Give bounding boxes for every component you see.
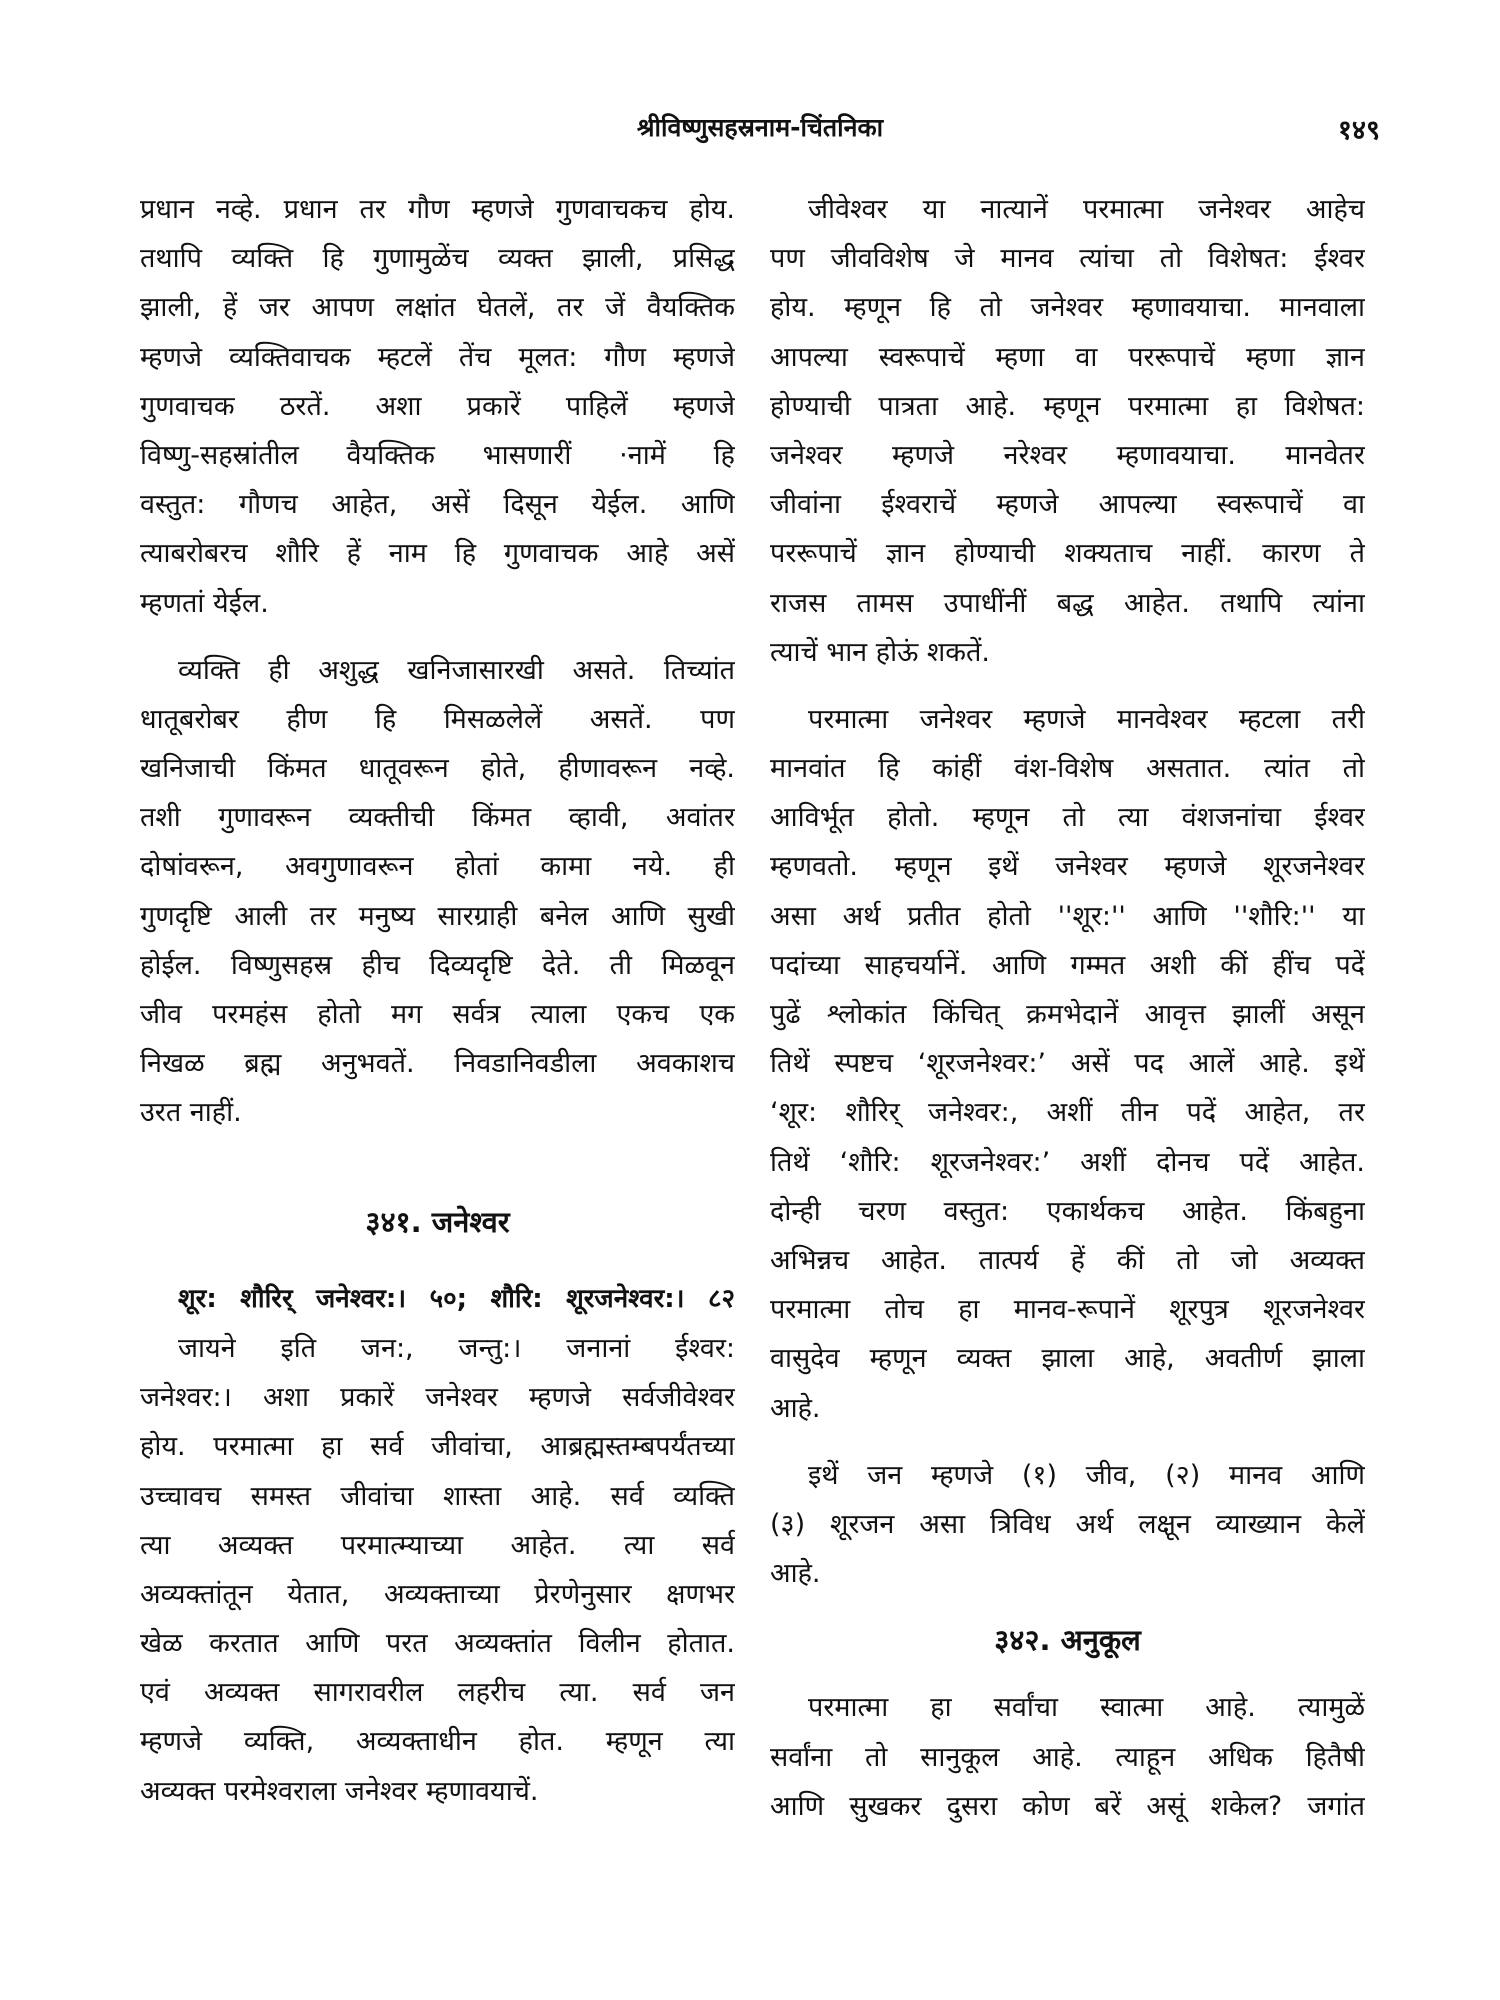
text-line: पररूपाचें ज्ञान होण्याची शक्यताच नाहीं. कारण ते: [770, 538, 1365, 570]
text-line: विष्णु-सहस्रांतील वैयक्तिक भासणारीं ·नामें हि: [140, 439, 735, 471]
paragraph: [140, 1324, 735, 1816]
section-heading-342: ३४२. अनुकूल: [994, 1623, 1141, 1658]
text-line: (३) शूरजन असा त्रिविध अर्थ लक्षून व्याख्यान केलें: [770, 1508, 1365, 1540]
left-column: [140, 185, 735, 1816]
paragraph: [770, 695, 1365, 1433]
text-line: राजस तामस उपाधींनीं बद्ध आहेत. तथापि त्यांना: [770, 587, 1365, 619]
text-line: म्हणजे व्यक्ति, अव्यक्ताधीन होत. म्हणून त्या: [140, 1726, 735, 1758]
text-line: जायने इति जन:, जन्तु:। जनानां ईश्वर:: [178, 1332, 735, 1364]
text-line: इथें जन म्हणजे (१) जीव, (२) मानव आणि: [808, 1459, 1365, 1491]
text-line: एवं अव्यक्त सागरावरील लहरीच त्या. सर्व जन: [140, 1677, 735, 1709]
text-line: म्हणवतो. म्हणून इथें जनेश्वर म्हणजे शूरजनेश्वर: [770, 851, 1365, 883]
text-line: तिथें ‘शौरि: शूरजनेश्वर:’ अशीं दोनच पदें आहेत.: [770, 1146, 1365, 1178]
text-line: आणि सुखकर दुसरा कोण बरें असूं शकेल? जगांत: [770, 1790, 1365, 1822]
text-line: अभिन्नच आहेत. तात्पर्य हें कीं तो जो अव्यक्त: [770, 1244, 1365, 1276]
text-line: व्यक्ति ही अशुद्ध खनिजासारखी असते. तिच्यांत: [178, 654, 735, 686]
text-line: परमात्मा हा सर्वांचा स्वात्मा आहे. त्यामुळें: [808, 1692, 1365, 1724]
text-line: जीव परमहंस होतो मग सर्वत्र त्याला एकच एक: [140, 999, 735, 1030]
text-line: जनेश्वर:। अशा प्रकारें जनेश्वर म्हणजे सर्वजीवेश्वर: [140, 1382, 735, 1414]
text-line: होण्याची पात्रता आहे. म्हणून परमात्मा हा विशेषत:: [770, 390, 1365, 422]
text-line: उच्चावच समस्त जीवांचा शास्ता आहे. सर्व व्यक्ति: [140, 1480, 735, 1512]
page-header: [140, 110, 1380, 150]
text-line: आविर्भूत होतो. म्हणून तो त्या वंशजनांचा ईश्वर: [770, 802, 1365, 834]
text-line: म्हणजे व्यक्तिवाचक म्हटलें तेंच मूलत: गौण म्हणजे: [140, 341, 735, 373]
text-line: म्हणतां येईल.: [140, 587, 269, 619]
text-line: गुणदृष्टि आली तर मनुष्य सारग्राही बनेल आणि सुखी: [140, 900, 735, 932]
text-line: त्याबरोबरच शौरि हें नाम हि गुणवाचक आहे असें: [140, 538, 735, 570]
text-line: जीवांना ईश्वराचें म्हणजे आपल्या स्वरूपाचें वा: [770, 489, 1365, 521]
paragraph: [770, 185, 1365, 677]
paragraph: [770, 1683, 1365, 1831]
text-line: धातूबरोबर हीण हि मिसळलेलें असतें. पण: [140, 703, 735, 735]
text-line: परमात्मा जनेश्वर म्हणजे मानवेश्वर म्हटला तरी: [808, 703, 1365, 735]
text-line: होय. म्हणून हि तो जनेश्वर म्हणावयाचा. मानवाला: [770, 292, 1365, 324]
text-line: तथापि व्यक्ति हि गुणामुळेंच व्यक्त झाली, प्रसिद्ध: [140, 243, 735, 275]
text-line: उरत नाहीं.: [140, 1097, 242, 1129]
text-line: सर्वांना तो सानुकूल आहे. त्याहून अधिक हितैषी: [770, 1741, 1365, 1773]
text-line: त्याचें भान होऊं शकतें.: [770, 636, 990, 668]
text-line: आहे.: [770, 1392, 821, 1424]
paragraph: [770, 1451, 1365, 1599]
text-line: होईल. विष्णुसहस्र हीच दिव्यदृष्टि देते. ती मिळवून: [140, 949, 735, 981]
text-line: दोन्ही चरण वस्तुत: एकार्थकच आहेत. किंबहुना: [770, 1195, 1365, 1227]
text-line: होय. परमात्मा हा सर्व जीवांचा, आब्रह्मस्तम्बपर्यंतच्या: [140, 1431, 735, 1463]
text-line: त्या अव्यक्त परमात्म्याच्या आहेत. त्या सर्व: [140, 1529, 735, 1561]
right-column: [770, 185, 1365, 1831]
text-line: मानवांत हि कांहीं वंश-विशेष असतात. त्यांत तो: [770, 753, 1365, 785]
page-number: १४९: [1337, 115, 1380, 146]
text-line: जनेश्वर म्हणजे नरेश्वर म्हणावयाचा. मानवेतर: [770, 439, 1365, 471]
text-line: परमात्मा तोच हा मानव-रूपानें शूरपुत्र शूरजनेश्वर: [770, 1294, 1365, 1326]
text-line: झाली, हें जर आपण लक्षांत घेतलें, तर जें वैयक्तिक: [140, 292, 735, 324]
paragraph: [140, 646, 735, 1138]
text-line: गुणवाचक ठरतें. अशा प्रकारें पाहिलें म्हणजे: [140, 390, 735, 422]
text-line: वासुदेव म्हणून व्यक्त झाला आहे, अवतीर्ण झाला: [770, 1343, 1365, 1375]
text-line: पदांच्या साहचर्यानें. आणि गम्मत अशी कीं हींच पदें: [770, 949, 1365, 981]
text-line: दोषांवरून, अवगुणावरून होतां कामा नये. ही: [140, 851, 735, 883]
text-line: असा अर्थ प्रतीत होतो ''शूर:'' आणि ''शौरि:'' या: [770, 900, 1365, 932]
text-line: तिथें स्पष्टच ‘शूरजनेश्वर:’ असें पद आलें आहे. इथें: [770, 1048, 1365, 1080]
text-line: अव्यक्तांतून येतात, अव्यक्ताच्या प्रेरणेनुसार क्षणभर: [140, 1578, 735, 1610]
text-line: जीवेश्वर या नात्यानें परमात्मा जनेश्वर आहेच: [808, 194, 1365, 225]
text-line: अव्यक्त परमेश्वराला जनेश्वर म्हणावयाचें.: [140, 1775, 539, 1807]
text-line: वस्तुत: गौणच आहेत, असें दिसून येईल. आणि: [140, 489, 735, 521]
text-line: प्रधान नव्हे. प्रधान तर गौण म्हणजे गुणवाचकच होय.: [140, 194, 735, 225]
text-line: पण जीवविशेष जे मानव त्यांचा तो विशेषत: ईश्वर: [770, 243, 1365, 275]
text-line: खनिजाची किंमत धातूवरून होते, हीणावरून नव्हे.: [140, 753, 735, 785]
verse-reference: शूर: शौरिर् जनेश्वर:। ५०; शौरि: शूरजनेश्वर:। ८२: [178, 1283, 735, 1314]
text-line: आपल्या स्वरूपाचें म्हणा वा पररूपाचें म्हणा ज्ञान: [770, 341, 1365, 373]
paragraph: [140, 185, 735, 628]
text-line: आहे.: [770, 1558, 821, 1590]
running-title: श्रीविष्णुसहस्रनाम-चिंतनिका: [636, 113, 884, 142]
section-heading-341: ३४१. जनेश्वर: [365, 1204, 510, 1239]
text-line: तशी गुणावरून व्यक्तीची किंमत व्हावी, अवांतर: [140, 802, 735, 834]
text-line: पुढें श्लोकांत किंचित् क्रमभेदानें आवृत्त झालीं असून: [770, 999, 1365, 1030]
text-line: ‘शूर: शौरिर् जनेश्वर:, अशीं तीन पदें आहेत, तर: [770, 1097, 1365, 1129]
text-line: निखळ ब्रह्म अनुभवतें. निवडानिवडीला अवकाशच: [140, 1048, 735, 1080]
text-line: खेळ करतात आणि परत अव्यक्तांत विलीन होतात.: [140, 1628, 735, 1660]
